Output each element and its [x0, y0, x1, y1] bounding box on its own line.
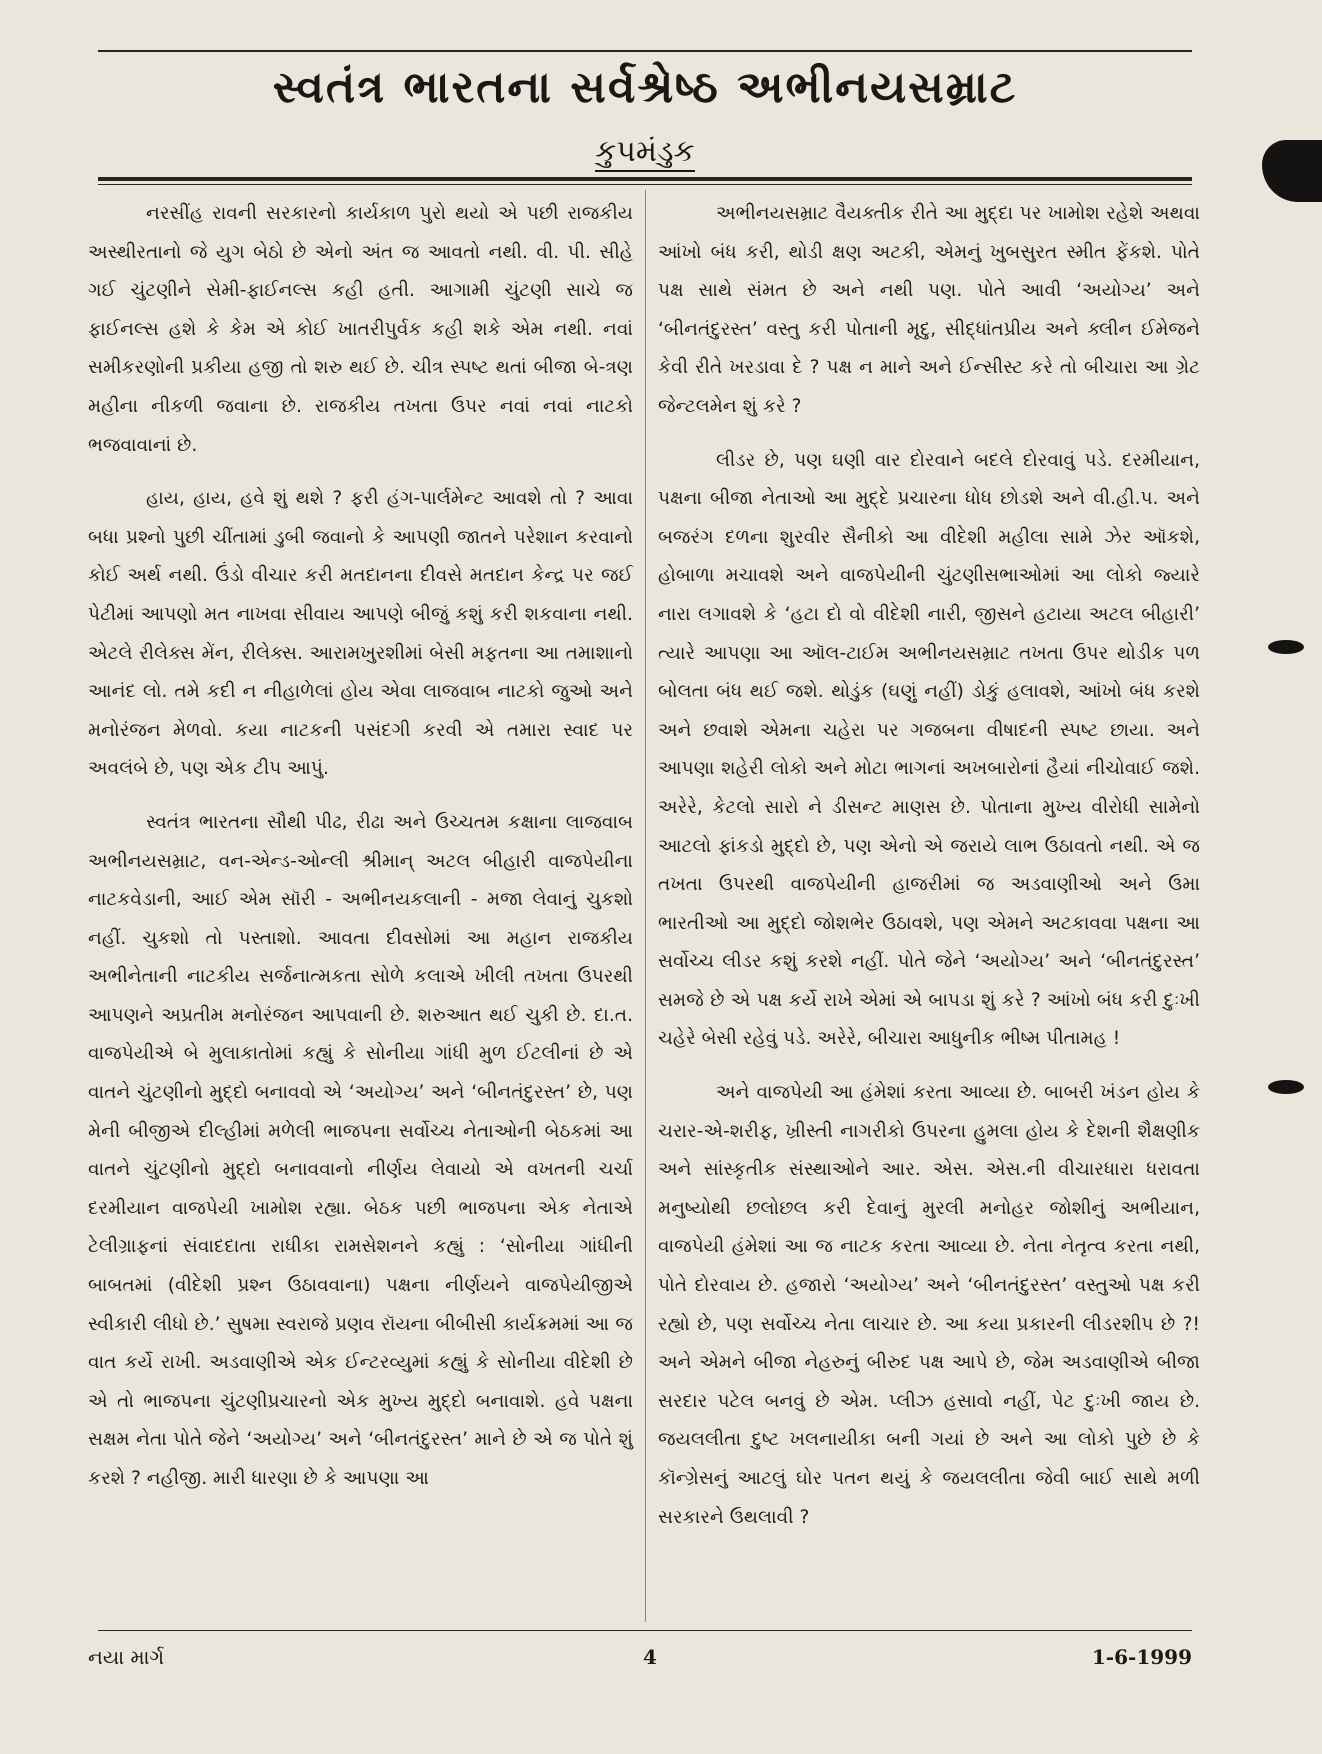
footer-rule	[98, 1630, 1192, 1631]
page-number: 4	[643, 1645, 657, 1669]
author-byline	[98, 132, 1192, 172]
header-rule-thick	[98, 177, 1192, 181]
paragraph: નરસીંહ રાવની સરકારનો કાર્યકાળ પુરો થયો એ પછી રાજકીય અસ્થીરતાનો જે યુગ બેઠો છે એનો અંત જ આવતો નથી. વી. પી. સીહે ગઈ ચુંટણીને સેમી-ફાઈનલ્સ કહી હતી. આગામી ચુંટણી સાચે જ ફાઈનલ્સ હશે કે કેમ એ કોઈ ખાતરીપુર્વક કહી શકે એમ નથી. નવાં સમીકરણોની પ્રકીયા હજી તો શરુ થઈ છે. ચીત્ર સ્પષ્ટ થતાં બીજા બે-ત્રણ મહીના નીકળી જવાના છે. રાજકીય તખતા ઉપર નવાં નવાં નાટકો ભજવાવાનાં છે.	[88, 203, 633, 456]
ink-blot	[1268, 1080, 1304, 1094]
paragraph: અને વાજપેયી આ હંમેશાં કરતા આવ્યા છે. બાબરી ખંડન હોય કે ચરાર-એ-શરીફ, ખ્રીસ્તી નાગરીકો ઉપરના હુમલા હોય કે દેશની શૈક્ષણીક અને સાંસ્કૃતીક સંસ્થાઓને આર. એસ. એસ.ની વીચારધારા ધરાવતા મનુષ્યોથી છલોછલ કરી દેવાનું મુરલી મનોહર જોશીનું અભીયાન, વાજપેયી હંમેશાં આ જ નાટક કરતા આવ્યા છે. નેતા નેતૃત્વ કરતા નથી, પોતે દોરવાય છે. હજારો ‘અયોગ્ય’ અને ‘બીનતંદુરસ્ત’ વસ્તુઓ પક્ષ કરી રહ્યો છે, પણ સર્વોચ્ચ નેતા લાચાર છે. આ કયા પ્રકારની લીડરશીપ છે ?! અને એમને બીજા નેહરુનું બીરુદ પક્ષ આપે છે, જેમ અડવાણીએ બીજા સરદાર પટેલ બનવું છે એમ. પ્લીઝ હસાવો નહીં, પેટ દુઃખી જાય છે. જયલલીતા દુષ્ટ ખલનાયીકા બની ગયાં છે અને આ લોકો પુછે છે કે કૉન્ગ્રેસનું આટલું ઘોર પતન થયું કે જયલલીતા જેવી બાઈ સાથે મળી સરકારને ઉથલાવી ?	[658, 1082, 1200, 1528]
right-column	[658, 195, 1200, 1620]
top-rule	[98, 50, 1192, 52]
article-title: સ્વતંત્ર ભારતના સર્વશ્રેષ્ઠ અભીનયસમ્રાટ	[272, 62, 1018, 113]
header-rule-thin	[98, 184, 1192, 185]
author-name: કુપમંડુક	[595, 134, 694, 172]
left-column	[88, 195, 633, 1620]
ink-blot	[1262, 140, 1322, 202]
publication-name: નયા માર્ગ	[88, 1645, 165, 1669]
column-divider	[645, 190, 646, 1622]
ink-blot	[1268, 640, 1304, 654]
issue-date: 1-6-1999	[1091, 1645, 1192, 1669]
paragraph: લીડર છે, પણ ઘણી વાર દોરવાને બદલે દોરવાવું પડે. દરમીયાન, પક્ષના બીજા નેતાઓ આ મુદ્દે પ્રચારના ધોધ છોડશે અને વી.હી.પ. અને બજરંગ દળના શુરવીર સૈનીકો આ વીદેશી મહીલા સામે ઝેર ઑકશે, હોબાળા મચાવશે અને વાજપેયીની ચુંટણીસભાઓમાં આ લોકો જ્યારે નારા લગાવશે કે ‘હટા દો વો વીદેશી નારી, જીસને હટાયા અટલ બીહારી’ ત્યારે આપણા આ ઑલ-ટાઈમ અભીનયસમ્રાટ તખતા ઉપર થોડીક પળ બોલતા બંધ થઈ જશે. થોડુંક (ઘણું નહીં) ડોકું હલાવશે, આંખો બંધ કરશે અને છવાશે એમના ચહેરા પર ગજબના વીષાદની સ્પષ્ટ છાયા. અને આપણા શહેરી લોકો અને મોટા ભાગનાં અખબારોનાં હૈયાં નીચોવાઈ જશે. અરેરે, કેટલો સારો ને ડીસન્ટ માણસ છે. પોતાના મુખ્ય વીરોધી સામેનો આટલો ફાંકડો મુદ્દો છે, પણ એનો એ જરાયે લાભ ઉઠાવતો નથી. એ જ તખતા ઉપરથી વાજપેયીની હાજરીમાં જ અડવાણીઓ અને ઉમા ભારતીઓ આ મુદ્દો જોશભેર ઉઠાવશે, પણ એમને અટકાવવા પક્ષના આ સર્વોચ્ચ લીડર કશું કરશે નહીં. પોતે જેને ‘અયોગ્ય’ અને ‘બીનતંદુરસ્ત’ સમજે છે એ પક્ષ કર્યે રાખે એમાં એ બાપડા શું કરે ? આંખો બંધ કરી દુઃખી ચહેરે બેસી રહેવું પડે. અરેરે, બીચારા આધુનીક ભીષ્મ પીતામહ !	[658, 449, 1200, 1050]
paragraph: સ્વતંત્ર ભારતના સૌથી પીઢ, રીઢા અને ઉચ્ચતમ કક્ષાના લાજવાબ અભીનયસમ્રાટ, વન-એન્ડ-ઓન્લી શ્રીમાન્ અટલ બીહારી વાજપેયીના નાટકવેડાની, આઈ એમ સૉરી - અભીનયકલાની - મજા લેવાનું ચુકશો નહીં. ચુકશો તો પસ્તાશો. આવતા દીવસોમાં આ મહાન રાજકીય અભીનેતાની નાટકીય સર્જનાત્મકતા સોળે કલાએ ખીલી તખતા ઉપરથી આપણને અપ્રતીમ મનોરંજન આપવાની છે. શરુઆત થઈ ચુકી છે. દા.ત. વાજપેયીએ બે મુલાકાતોમાં કહ્યું કે સોનીયા ગાંધી મુળ ઈટલીનાં છે એ વાતને ચુંટણીનો મુદ્દો બનાવવો એ ‘અયોગ્ય’ અને ‘બીનતંદુરસ્ત’ છે, પણ મેની બીજીએ દીલ્હીમાં મળેલી ભાજપના સર્વોચ્ચ નેતાઓની બેઠકમાં આ વાતને ચુંટણીનો મુદ્દો બનાવવાનો નીર્ણય લેવાયો એ વખતની ચર્ચા દરમીયાન વાજપેયી ખામોશ રહ્યા. બેઠક પછી ભાજપના એક નેતાએ ટેલીગ્રાફનાં સંવાદદાતા રાધીકા રામસેશનને કહ્યું : ‘સોનીયા ગાંધીની બાબતમાં (વીદેશી પ્રશ્ન ઉઠાવવાના) પક્ષના નીર્ણયને વાજપેયીજીએ સ્વીકારી લીધો છે.’ સુષમા સ્વરાજે પ્રણવ રૉયના બીબીસી કાર્યક્રમમાં આ જ વાત કર્યે રાખી. અડવાણીએ એક ઈન્ટરવ્યુમાં કહ્યું કે સોનીયા વીદેશી છે એ તો ભાજપના ચુંટણીપ્રચારનો એક મુખ્ય મુદ્દો બનાવાશે. હવે પક્ષના સક્ષમ નેતા પોતે જેને ‘અયોગ્ય’ અને ‘બીનતંદુરસ્ત’ માને છે એ જ પોતે શું કરશે ? નહીજી. મારી ધારણા છે કે આપણા આ	[88, 811, 633, 1489]
paragraph: અભીનયસમ્રાટ વૈયક્તીક રીતે આ મુદ્દા પર ખામોશ રહેશે અથવા આંખો બંધ કરી, થોડી ક્ષણ અટકી, એમનું ખુબસુરત સ્મીત ફેંકશે. પોતે પક્ષ સાથે સંમત છે અને નથી પણ. પોતે આવી ‘અયોગ્ય’ અને ‘બીનતંદુરસ્ત’ વસ્તુ કરી પોતાની મૃદુ, સીદ્ધાંતપ્રીય અને ક્લીન ઈમેજને કેવી રીતે ખરડાવા દે ? પક્ષ ન માને અને ઈન્સીસ્ટ કરે તો બીચારા આ ગ્રેટ જેન્ટલમેન શું કરે ?	[658, 203, 1200, 417]
paragraph: હાય, હાય, હવે શું થશે ? ફરી હંગ-પાર્લમેન્ટ આવશે તો ? આવા બધા પ્રશ્નો પુછી ચીંતામાં ડુબી જવાનો કે આપણી જાતને પરેશાન કરવાનો કોઈ અર્થ નથી. ઉંડો વીચાર કરી મતદાનના દીવસે મતદાન કેન્દ્ર પર જઈ પેટીમાં આપણો મત નાખવા સીવાય આપણે બીજું કશું કરી શકવાના નથી. એટલે રીલેક્સ મેંન, રીલેક્સ. આરામખુરશીમાં બેસી મફતના આ તમાશાનો આનંદ લો. તમે કદી ન નીહાળેલાં હોય એવા લાજવાબ નાટકો જુઓ અને મનોરંજન મેળવો. કયા નાટકની પસંદગી કરવી એ તમારા સ્વાદ પર અવલંબે છે, પણ એક ટીપ આપું.	[88, 488, 633, 780]
